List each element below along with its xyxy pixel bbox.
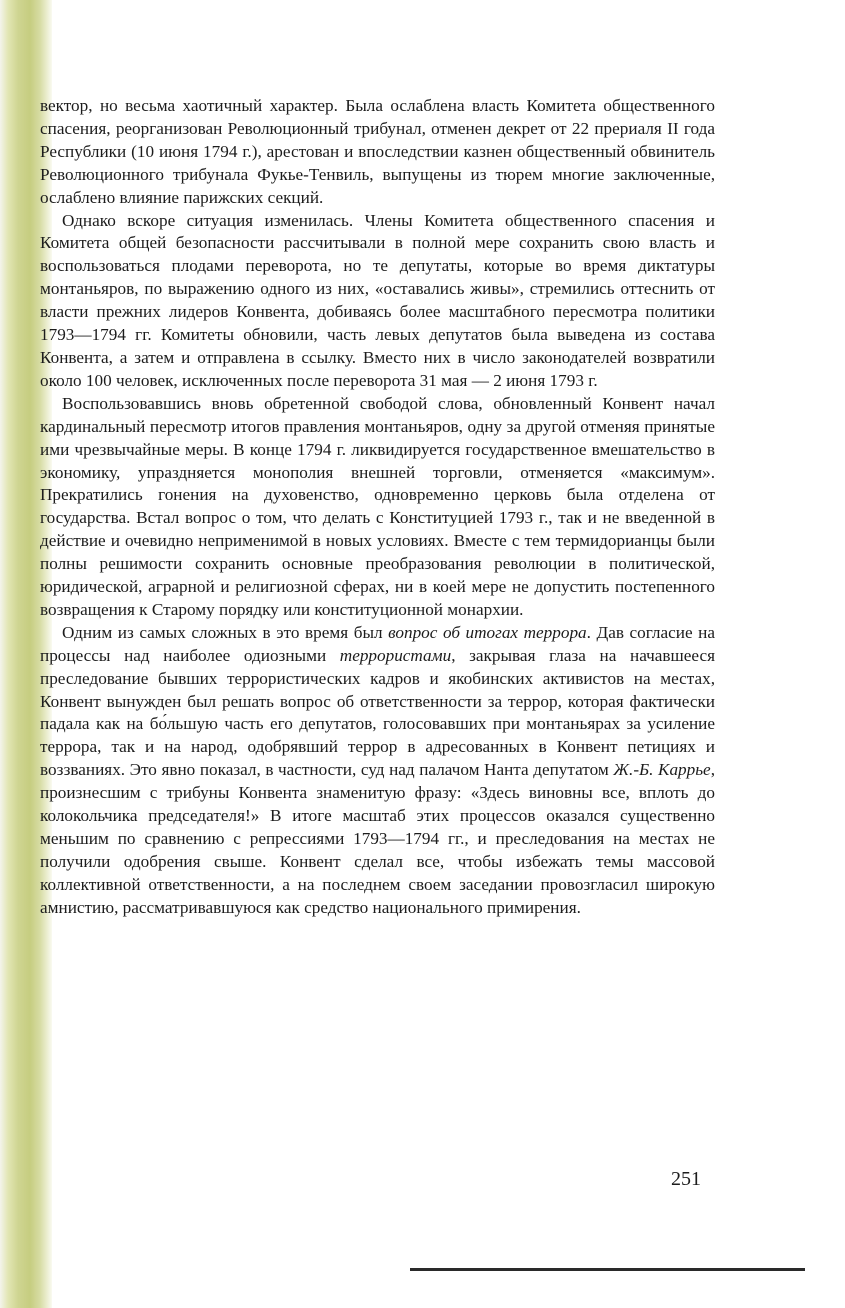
page-number: 251 xyxy=(671,1168,701,1190)
paragraph-4 xyxy=(40,622,715,920)
text-run: Воспользовавшись вновь обретенной свободой слова, обновленный Конвент начал кардинальный пересмотр итогов правления монтаньяров, одну за другой отменяя принятые ими чрезвычайные меры. В конце 1794 г. ликвидируется государственное вмешательство в экономику, упраздняется монополия внешней торговли, отменяется «максимум». Прекратились гонения на духовенство, одновременно церковь была отделена от государства. Встал вопрос о том, что делать с Конституцией 1793 г., так и не введенной в действие и очевидно неприменимой в новых условиях. Вместе с тем термидорианцы были полны решимости сохранить основные преобразования революции в политической, юридической, аграрной и религиозной сферах, ни в коей мере не допустить постепенного возвращения к Старому порядку или конституционной монархии. xyxy=(40,393,715,619)
paragraph-2 xyxy=(40,210,715,393)
italic-name: Ж.-Б. Каррье xyxy=(613,760,711,780)
text-run: , закрывая глаза на начавшееся преследование бывших террористических кадров и якобинских активистов на местах, Конвент вынужден был решать вопрос об ответственности за террор, которая фактически падала как на бо́льшую часть его депутатов, голосовавших при монтаньярах за усиление террора, так и на народ, одобрявший террор в адресованных в Конвент петициях и воззваниях. Это явно показал, в частности, суд над палачом Нанта депутатом xyxy=(40,645,715,780)
paragraph-1 xyxy=(40,95,715,210)
paragraph-3 xyxy=(40,393,715,622)
text-run: Одним из самых сложных в это время был xyxy=(62,622,389,642)
italic-term: вопрос об итогах террора xyxy=(388,622,587,642)
text-run: вектор, но весьма хаотичный характер. Была ослаблена власть Комитета общественного спасения, реорганизован Революционный трибунал, отменен декрет от 22 прериаля II года Республики (10 июня 1794 г.), арестован и впоследствии казнен общественный обвинитель Революционного трибунала Фукье-Тенвиль, выпущены из тюрем многие заключенные, ослаблено влияние парижских секций. xyxy=(40,96,715,207)
text-run: Однако вскоре ситуация изменилась. Члены Комитета общественного спасения и Комитета общей безопасности рассчитывали в полной мере сохранить свою власть и воспользоваться плодами переворота, но те депутаты, которые во время диктатуры монтаньяров, по выражению одного из них, «оставались живы», стремились оттеснить от власти прежних лидеров Конвента, добиваясь более масштабного пересмотра политики 1793—1794 гг. Комитеты обновили, часть левых депутатов была выведена из состава Конвента, а затем и отправлена в ссылку. Вместо них в число законодателей возвратили около 100 человек, исключенных после переворота 31 мая — 2 июня 1793 г. xyxy=(40,210,715,390)
body-text xyxy=(40,95,715,920)
bottom-rule xyxy=(410,1268,805,1271)
italic-term: террористами xyxy=(339,645,452,665)
text-run: , произнесшим с трибуны Конвента знаменитую фразу: «Здесь виновны все, вплоть до колокольчика председателя!» В итоге масштаб этих процессов оказался существенно меньшим по сравнению с репрессиями 1793—1794 гг., и преследования на местах не получили одобрения свыше. Конвент сделал все, чтобы избежать темы массовой коллективной ответственности, а на последнем своем заседании провозгласил широкую амнистию, рассматривавшуюся как средство национального примирения. xyxy=(40,760,715,917)
text-run: . Дав согласие на процессы над наиболее одиозными xyxy=(40,622,715,665)
